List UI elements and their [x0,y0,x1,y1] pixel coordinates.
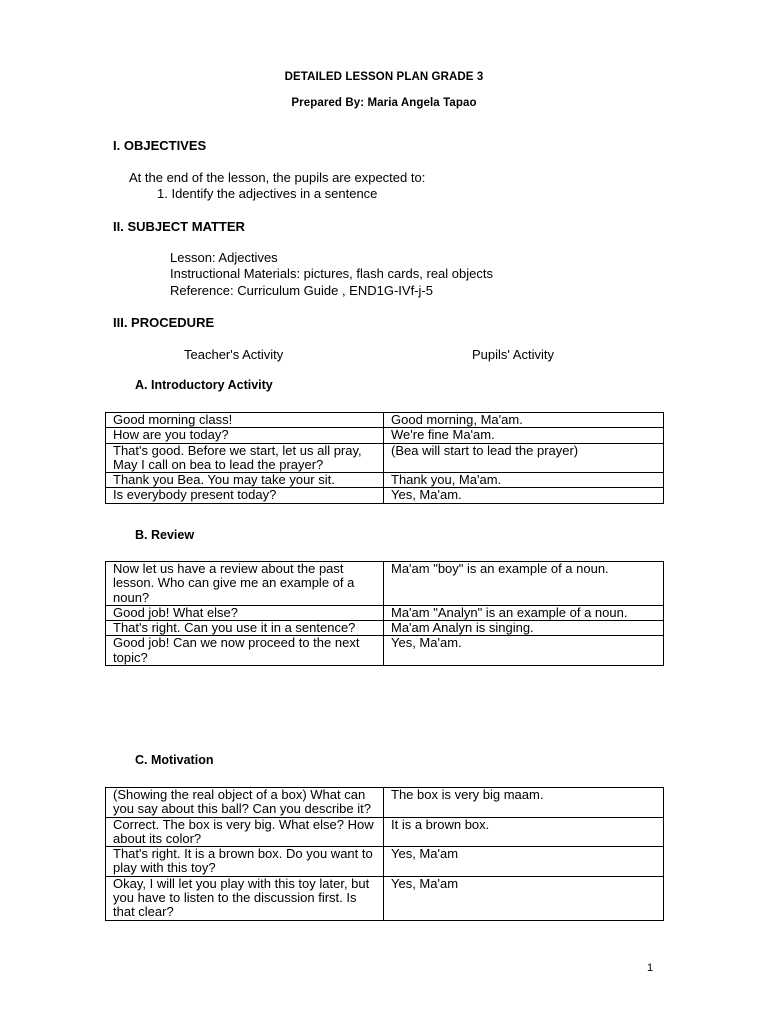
subject-matter-heading: II. SUBJECT MATTER [113,219,245,234]
teacher-cell: That's right. It is a brown box. Do you want to play with this toy? [106,847,384,877]
table-row [106,413,664,428]
pupil-cell: Yes, Ma'am [384,876,664,920]
prepared-by: Prepared By: Maria Angela Tapao [291,97,477,109]
document-title: DETAILED LESSON PLAN GRADE 3 [284,71,484,83]
review-table [105,561,664,666]
procedure-heading: III. PROCEDURE [113,315,215,330]
table-row [106,443,664,473]
materials-line: Instructional Materials: pictures, flash cards, real objects [170,266,493,281]
table-row [106,636,664,666]
table-row [106,788,664,818]
teacher-cell: That's right. Can you use it in a sentence? [106,621,384,636]
objectives-intro: At the end of the lesson, the pupils are expected to: [129,170,426,185]
lesson-line: Lesson: Adjectives [170,250,278,265]
objectives-heading: I. OBJECTIVES [113,138,207,153]
table-row [106,605,664,620]
pupil-cell: Yes, Ma'am. [384,488,664,503]
pupil-cell: Yes, Ma'am. [384,636,664,666]
table-row [106,817,664,847]
teacher-cell: That's good. Before we start, let us all pray, May I call on bea to lead the prayer? [106,443,384,473]
table-row [106,488,664,503]
pupil-cell: The box is very big maam. [384,788,664,818]
pupil-cell: It is a brown box. [384,817,664,847]
pupil-cell: Good morning, Ma'am. [384,413,664,428]
introductory-heading: A. Introductory Activity [135,378,273,392]
teacher-cell: (Showing the real object of a box) What can you say about this ball? Can you describe it? [106,788,384,818]
pupil-cell: Thank you, Ma'am. [384,473,664,488]
teacher-cell: Correct. The box is very big. What else? How about its color? [106,817,384,847]
pupils-activity-label: Pupils' Activity [472,347,554,362]
teacher-cell: Good job! What else? [106,605,384,620]
table-row [106,847,664,877]
teacher-activity-label: Teacher's Activity [184,347,284,362]
pupil-cell: Ma'am Analyn is singing. [384,621,664,636]
teacher-cell: How are you today? [106,428,384,443]
pupil-cell: Ma'am "Analyn" is an example of a noun. [384,605,664,620]
teacher-cell: Okay, I will let you play with this toy later, but you have to listen to the discussion first. Is that clear? [106,876,384,920]
teacher-cell: Now let us have a review about the past lesson. Who can give me an example of a noun? [106,562,384,606]
teacher-cell: Good morning class! [106,413,384,428]
objective-item: 1. Identify the adjectives in a sentence [157,186,378,201]
teacher-cell: Is everybody present today? [106,488,384,503]
page-number: 1 [647,962,654,974]
pupil-cell: (Bea will start to lead the prayer) [384,443,664,473]
teacher-cell: Good job! Can we now proceed to the next topic? [106,636,384,666]
teacher-cell: Thank you Bea. You may take your sit. [106,473,384,488]
table-row [106,562,664,606]
table-row [106,428,664,443]
motivation-heading: C. Motivation [135,753,214,767]
introductory-table [105,412,664,504]
table-row [106,473,664,488]
motivation-table [105,787,664,921]
table-row [106,876,664,920]
pupil-cell: Ma'am "boy" is an example of a noun. [384,562,664,606]
review-heading: B. Review [135,528,195,542]
pupil-cell: Yes, Ma'am [384,847,664,877]
reference-line: Reference: Curriculum Guide , END1G-IVf-j-5 [170,283,433,298]
table-row [106,621,664,636]
pupil-cell: We're fine Ma'am. [384,428,664,443]
